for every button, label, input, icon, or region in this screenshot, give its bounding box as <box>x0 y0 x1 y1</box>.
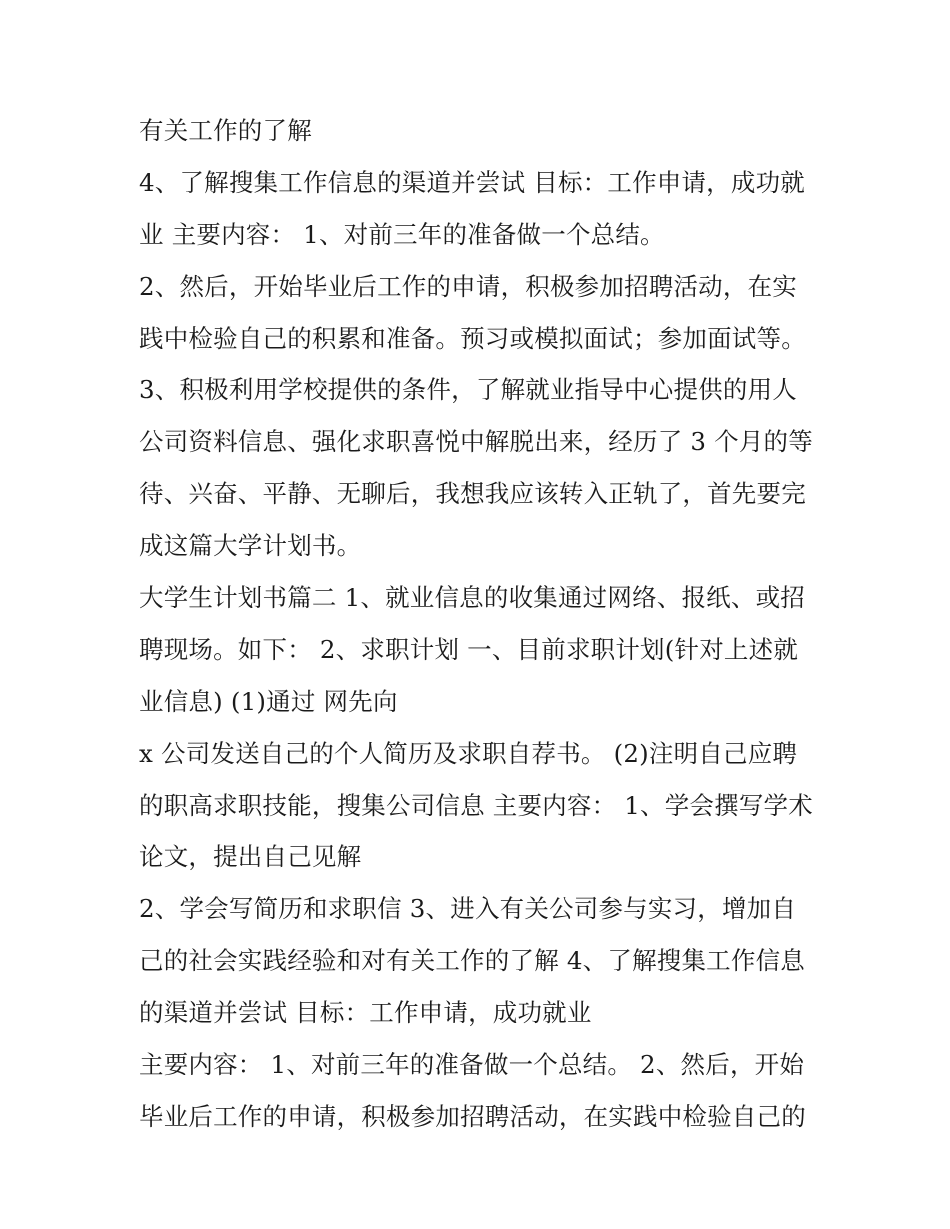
text-line: 业 主要内容： 1、对前三年的准备做一个总结。 <box>139 219 665 249</box>
text-line: 的渠道并尝试 目标：工作申请，成功就业 <box>139 998 592 1028</box>
text-line: 的职高求职技能，搜集公司信息 主要内容： 1、学会撰写学术 <box>139 790 813 820</box>
text-line: 业信息) (1)通过 网先向 <box>139 686 398 716</box>
text-line: 己的社会实践经验和对有关工作的了解 4、了解搜集工作信息 <box>139 946 805 976</box>
text-line: 成这篇大学计划书。 <box>139 531 362 561</box>
text-line: 毕业后工作的申请，积极参加招聘活动，在实践中检验自己的 <box>139 1101 806 1131</box>
text-line: 大学生计划书篇二 1、就业信息的收集通过网络、报纸、或招 <box>139 583 805 613</box>
text-line: 主要内容： 1、对前三年的准备做一个总结。 2、然后，开始 <box>139 1050 805 1080</box>
text-line: x 公司发送自己的个人简历及求职自荐书。 (2)注明自己应聘 <box>139 738 798 768</box>
text-line: 待、兴奋、平静、无聊后，我想我应该转入正轨了，首先要完 <box>139 479 806 509</box>
body-text <box>139 105 819 1143</box>
text-line: 践中检验自己的积累和准备。预习或模拟面试；参加面试等。 <box>139 323 806 353</box>
text-line: 论文，提出自己见解 <box>139 842 362 872</box>
text-line: 公司资料信息、强化求职喜悦中解脱出来，经历了 3 个月的等 <box>139 427 813 457</box>
text-line: 2、学会写简历和求职信 3、进入有关公司参与实习，增加自 <box>139 894 797 924</box>
text-line: 有关工作的了解 <box>139 116 312 145</box>
text-line: 聘现场。如下： 2、求职计划 一、目前求职计划(针对上述就 <box>139 634 799 664</box>
text-line: 4、了解搜集工作信息的渠道并尝试 目标：工作申请，成功就 <box>139 167 805 197</box>
text-line: 3、积极利用学校提供的条件，了解就业指导中心提供的用人 <box>139 375 797 405</box>
text-line: 2、然后，开始毕业后工作的申请，积极参加招聘活动，在实 <box>139 271 797 301</box>
